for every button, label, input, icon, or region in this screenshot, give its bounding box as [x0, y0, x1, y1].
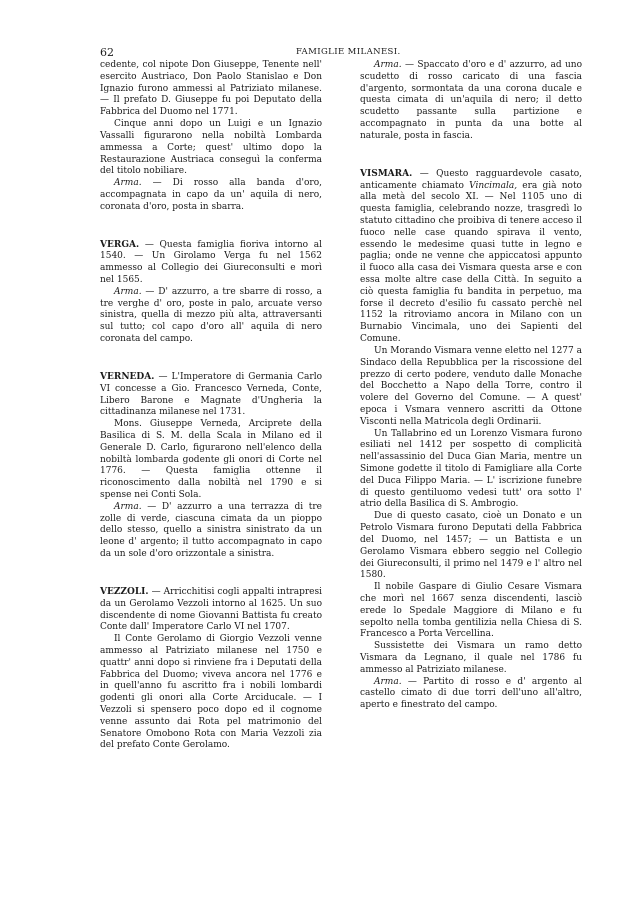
entry-verga	[100, 240, 322, 287]
arma-paragraph	[360, 60, 582, 143]
spacer	[100, 214, 322, 240]
arma-label: Arma.	[374, 60, 402, 70]
paragraph: Un Morando Vismara venne eletto nel 1277 a Sindaco della Repubblica per la riscossione del prezzo di certo podere, venduto dalle Monache del Bocchetto a Napo della Torre, contro il volere del Governo del Comune. — A quest' epoca i Vsmara vennero ascritti da Ottone Visconti nella Matricola degli Ordinarii.	[360, 345, 582, 427]
entry-text: — Arricchitisi cogli appalti intrapresi da un Gerolamo Vezzoli intorno al 1625. Un suo discendente di nome Giovanni Battista fu creato Conte dall' Imperatore Carlo VI nel 1707.	[100, 586, 322, 633]
paragraph: Due di questo casato, cioè un Donato e un Petrolo Vismara furono Deputati della Fabbrica del Duomo, nel 1457; — un Battista e un Gerolamo Vismara ebbero seggio nel Collegio dei Giureconsulti, il primo nel 1479 e l' altro nel 1580.	[360, 511, 582, 581]
spacer	[360, 143, 582, 169]
arma-label: Arma.	[374, 676, 402, 687]
arma-text: — Spaccato d'oro e d' azzurro, ad uno scudetto di rosso caricato di una fascia d'argento, sormontata da una corona ducale e questa cimata di un'aquila di nero; il detto scudetto passante sulla partizione e accompagnato in punta da una botte al naturale, posta in fascia.	[360, 60, 582, 141]
arma-paragraph	[100, 502, 322, 561]
left-column	[100, 60, 322, 752]
arma-text: — D' azzurro, a tre sbarre di rosso, a tre verghe d' oro, poste in palo, arcuate verso sinistra, quella di mezzo più alta, attraversanti sul tutto; col capo d'oro all' aquila di nero coronata del campo.	[100, 286, 322, 345]
arma-text: — D' azzurro a una terrazza di tre zolle di verde, ciascuna cimata da un pioppo dello stesso, quello a sinistra sinistrato da un leone d' argento; il tutto accompagnato in capo da un sole d'oro orizzontale a sinistra.	[100, 501, 322, 560]
paragraph: Il nobile Gaspare di Giulio Cesare Vismara che morì nel 1667 senza discendenti, lasciò erede lo Spedale Maggiore di Milano e fu sepolto nella tomba gentilizia nella Chiesa di S. Francesco a Porta Vercellina.	[360, 582, 582, 640]
paragraph: Mons. Giuseppe Verneda, Arciprete della Basilica di S. M. della Scala in Milano ed il Generale D. Carlo, figurarono nell'elenco della nobiltà lombarda godente gli onori di Corte nel 1776. — Questa famiglia ottenne il riconoscimento dalla nobiltà nel 1790 e si spense nei Conti Sola.	[100, 419, 322, 500]
family-name: VERGA.	[100, 239, 140, 250]
arma-label: Arma.	[114, 501, 142, 512]
entry-vezzoli	[100, 587, 322, 634]
italic-name: Vincimala,	[469, 180, 518, 191]
arma-text: — Partito di rosso e d' argento al castello cimato di due torri dell'uno all'altro, aperto e finestrato del campo.	[360, 676, 582, 711]
page-header	[100, 46, 530, 60]
family-name: VERNEDA.	[100, 371, 155, 382]
paragraph: Cinque anni dopo un Luigi e un Ignazio Vassalli figurarono nella nobiltà Lombarda ammessa a Corte; quest' ultimo dopo la Restaurazione Austriaca conseguì la conferma del titolo nobiliare.	[100, 119, 322, 177]
entry-vismara	[360, 169, 582, 346]
entry-text: — Questa famiglia fioriva intorno al 1540. — Un Girolamo Verga fu nel 1562 ammesso al Collegio dei Giureconsulti e morì nel 1565.	[100, 239, 322, 285]
running-title: FAMIGLIE MILANESI.	[296, 47, 401, 57]
entry-text: — L'Imperatore di Germania Carlo VI concesse a Gio. Francesco Verneda, Conte, Libero Barone e Magnate d'Ungheria la cittadinanza milanese nel 1731.	[100, 371, 322, 418]
spacer	[100, 561, 322, 587]
spacer	[100, 346, 322, 372]
arma-paragraph	[100, 287, 322, 346]
paragraph: Il Conte Gerolamo di Giorgio Vezzoli venne ammesso al Patriziato milanese nel 1750 e quattr' anni dopo si rinviene fra i Deputati della Fabbrica del Duomo; viveva ancora nel 1776 e in quell'anno fu ascritto fra i nobili lombardi godenti gli onori alla Corte Arciducale. — I Vezzoli si spensero poco dopo ed il cognome venne assunto dai Rota pel matrimonio del Senatore Omobono Rota con Maria Vezzoli zia del prefato Conte Gerolamo.	[100, 634, 322, 751]
paragraph: cedente, col nipote Don Giuseppe, Tenente nell' esercito Austriaco, Don Paolo Stanislao e Don Ignazio furono ammessi al Patriziato milanese. — Il prefato D. Giuseppe fu poi Deputato della Fabbrica del Duomo nel 1771.	[100, 60, 322, 118]
family-name: VISMARA.	[360, 168, 413, 179]
paragraph: Sussistette dei Vismara un ramo detto Vismara da Legnano, il quale nel 1786 fu ammesso al Patriziato milanese.	[360, 641, 582, 675]
entry-text: era già noto alla metà del secolo XI. — Nel 1105 uno di questa famiglia, celebrando nozze, trasgredì lo statuto cittadino che proibiva di tenere acceso il fuoco nelle case quando spirava il vento, essendo le medesime quasi tutte in legno e paglia; onde ne venne che appiccatosi appunto il fuoco alla casa dei Vismara questa arse e con essa molte altre case della Città. In seguito a ciò questa famiglia fu bandita in perpetuo, ma forse il decreto d'esilio fu cassato perchè nel 1152 la ritroviamo ancora in Milano con un Burnabio Vincimala, uno dei Sapienti del Comune.	[360, 180, 582, 345]
entry-text: — Questo ragguardevole casato, anticamente chiamato	[360, 168, 582, 191]
arma-label: Arma.	[114, 286, 142, 297]
entry-verneda	[100, 372, 322, 419]
page-number: 62	[100, 46, 114, 59]
right-column	[360, 60, 582, 712]
arma-paragraph	[360, 677, 582, 712]
family-name: VEZZOLI.	[100, 586, 149, 597]
arma-text: — Di rosso alla banda d'oro, accompagnata in capo da un' aquila di nero, coronata d'oro, posta in sbarra.	[100, 178, 322, 212]
paragraph: Un Tallabrino ed un Lorenzo Vismara furono esiliati nel 1412 per sospetto di complicità nell'assassinio del Duca Gian Maria, mentre un Simone godette il titolo di Famigliare alla Corte del Duca Filippo Maria. — L' iscrizione funebre di questo gentiluomo vedesi tutt' ora sotto l' atrio della Basilica di S. Ambrogio.	[360, 428, 582, 510]
arma-paragraph	[100, 178, 322, 213]
arma-label: Arma.	[114, 178, 142, 189]
